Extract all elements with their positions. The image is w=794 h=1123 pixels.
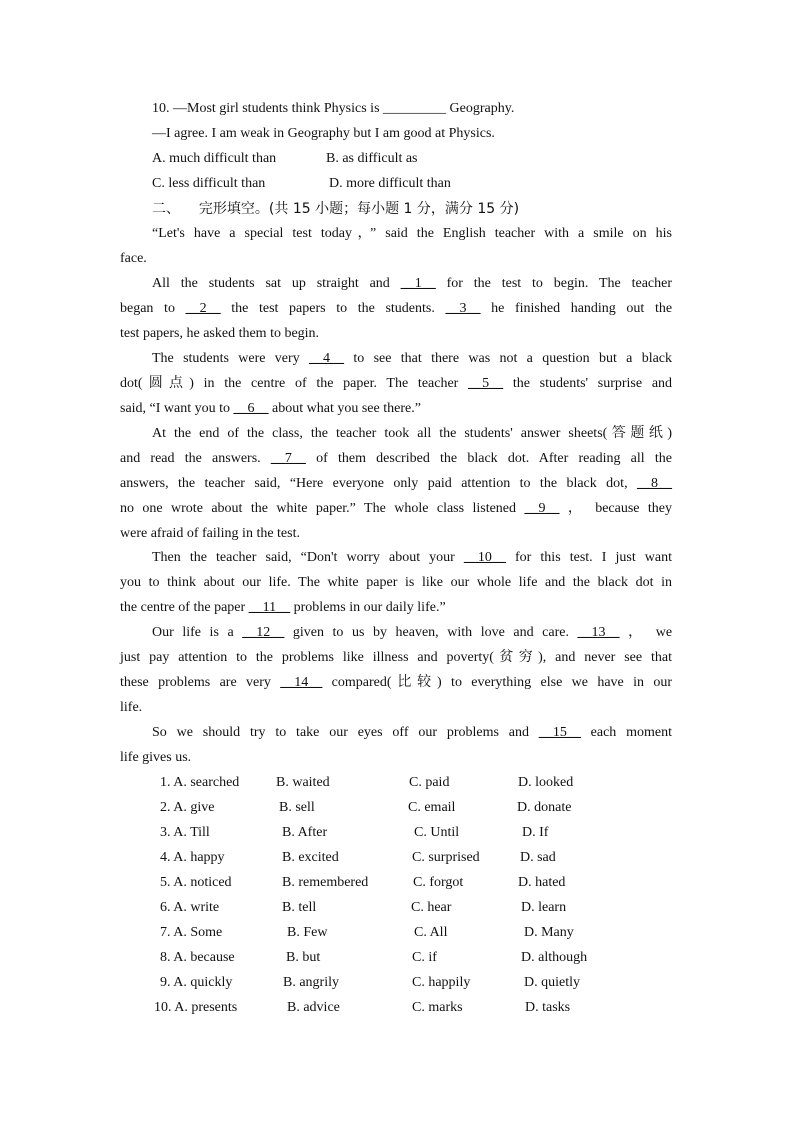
passage-line: Then the teacher said, “Don't worry about your __10__ for this test. I just want: [152, 550, 673, 565]
passage-line: dot(圆点) in the centre of the paper. The teacher __5__ the students' surprise and: [120, 376, 673, 391]
passage-line: All the students sat up straight and __1__ for the test to begin. The teacher: [152, 276, 673, 291]
blank-2: __2__: [185, 301, 221, 316]
passage-line: The students were very __4__ to see that there was not a question but a black: [152, 351, 673, 366]
passage-line: were afraid of failing in the test.: [120, 526, 300, 541]
blank-4: __4__: [309, 351, 345, 366]
question-10-reply: —I agree. I am weak in Geography but I am good at Physics.: [152, 126, 495, 141]
blank-3: __3__: [445, 301, 481, 316]
passage-line: these problems are very __14__ compared(比较) to everything else we have in our: [120, 675, 673, 690]
passage-line: began to __2__ the test papers to the students. __3__ he finished handing out the: [120, 301, 673, 316]
choice-option: B. waited: [276, 775, 330, 790]
question-10-option-d: D. more difficult than: [329, 176, 451, 191]
answer-blank: _________: [383, 101, 447, 116]
choice-option: D. Many: [524, 925, 574, 940]
choice-option: 3. A. Till: [160, 825, 210, 840]
choice-option: D. learn: [521, 900, 567, 915]
passage-line: no one wrote about the white paper.” The whole class listened __9__ ， because they: [120, 501, 673, 516]
question-10-option-c: C. less difficult than: [152, 176, 266, 191]
choice-option: B. Few: [287, 925, 328, 940]
choice-option: 10. A. presents: [154, 1000, 238, 1015]
choice-option: D. although: [521, 950, 588, 965]
blank-9: __9__: [524, 501, 560, 516]
choice-option: B. tell: [282, 900, 317, 915]
choice-option: C. Until: [414, 825, 460, 840]
passage-line: test papers, he asked them to begin.: [120, 326, 320, 341]
choice-option: C. All: [414, 925, 448, 940]
passage-line: life gives us.: [120, 750, 192, 765]
choice-option: 6. A. write: [160, 900, 220, 915]
blank-15: __15__: [538, 725, 581, 740]
choice-option: 4. A. happy: [160, 850, 225, 865]
passage-line: and read the answers. __7__ of them described the black dot. After reading all the: [120, 451, 672, 466]
choice-option: C. hear: [411, 900, 452, 915]
passage-line: Our life is a __12__ given to us by heaven, with love and care. __13__ ， we: [152, 625, 673, 640]
choice-option: B. remembered: [282, 875, 369, 890]
passage-line: life.: [120, 700, 143, 715]
choice-option: 9. A. quickly: [160, 975, 233, 990]
blank-12: __12__: [242, 625, 285, 640]
passage-line: the centre of the paper __11__ problems in our daily life.”: [120, 600, 446, 615]
choice-option: C. forgot: [413, 875, 464, 890]
choice-option: 5. A. noticed: [160, 875, 232, 890]
question-10-suffix: Geography.: [449, 101, 515, 116]
choice-option: D. donate: [517, 800, 572, 815]
blank-5: __5__: [468, 376, 504, 391]
choice-option: 7. A. Some: [160, 925, 223, 940]
choice-option: D. If: [522, 825, 549, 840]
choice-option: D. sad: [520, 850, 556, 865]
choice-option: C. happily: [412, 975, 471, 990]
section-heading: [152, 199, 519, 219]
passage-line: So we should try to take our eyes off our problems and __15__ each moment: [152, 725, 673, 740]
blank-6: __6__: [233, 401, 269, 416]
choice-option: D. quietly: [524, 975, 580, 990]
choice-option: 8. A. because: [160, 950, 235, 965]
question-10-option-b: B. as difficult as: [326, 151, 418, 166]
blank-11: __11__: [248, 600, 291, 615]
section-number: 二、: [152, 201, 180, 217]
choice-option: B. sell: [279, 800, 315, 815]
question-10: [152, 99, 514, 119]
choice-option: C. marks: [412, 1000, 463, 1015]
blank-14: __14__: [280, 675, 323, 690]
choice-option: C. surprised: [412, 850, 480, 865]
section-title: 完形填空。(共 15 小题；每小题 1 分，满分 15 分): [198, 201, 520, 217]
choice-option: 1. A. searched: [160, 775, 240, 790]
choice-option: D. tasks: [525, 1000, 571, 1015]
passage-line: answers, the teacher said, “Here everyone only paid attention to the black dot, __8__: [120, 476, 672, 491]
choice-option: B. excited: [282, 850, 339, 865]
blank-8: __8__: [637, 476, 672, 491]
choice-option: C. if: [412, 950, 437, 965]
blank-1: __1__: [400, 276, 436, 291]
choice-option: B. but: [286, 950, 321, 965]
choice-option: C. paid: [409, 775, 450, 790]
question-10-prefix: 10. —Most girl students think Physics is: [152, 101, 380, 116]
choice-option: C. email: [408, 800, 456, 815]
question-10-option-a: A. much difficult than: [152, 151, 277, 166]
passage-line: face.: [120, 251, 147, 266]
passage-line: said, “I want you to __6__ about what you see there.”: [120, 401, 421, 416]
passage-line: At the end of the class, the teacher took all the students' answer sheets(答题纸): [152, 426, 672, 441]
choice-option: D. hated: [518, 875, 566, 890]
blank-13: __13__: [577, 625, 620, 640]
passage-line: just pay attention to the problems like illness and poverty(贫穷), and never see that: [120, 650, 672, 665]
choice-option: B. angrily: [283, 975, 339, 990]
choice-option: 2. A. give: [160, 800, 215, 815]
choice-option: B. After: [282, 825, 328, 840]
passage-line: you to think about our life. The white paper is like our whole life and the black dot in: [120, 575, 672, 590]
blank-10: __10__: [463, 550, 506, 565]
passage-line: “Let's have a special test today，” said the English teacher with a smile on his: [152, 226, 672, 241]
blank-7: __7__: [270, 451, 306, 466]
choice-option: D. looked: [518, 775, 574, 790]
choice-option: B. advice: [287, 1000, 340, 1015]
